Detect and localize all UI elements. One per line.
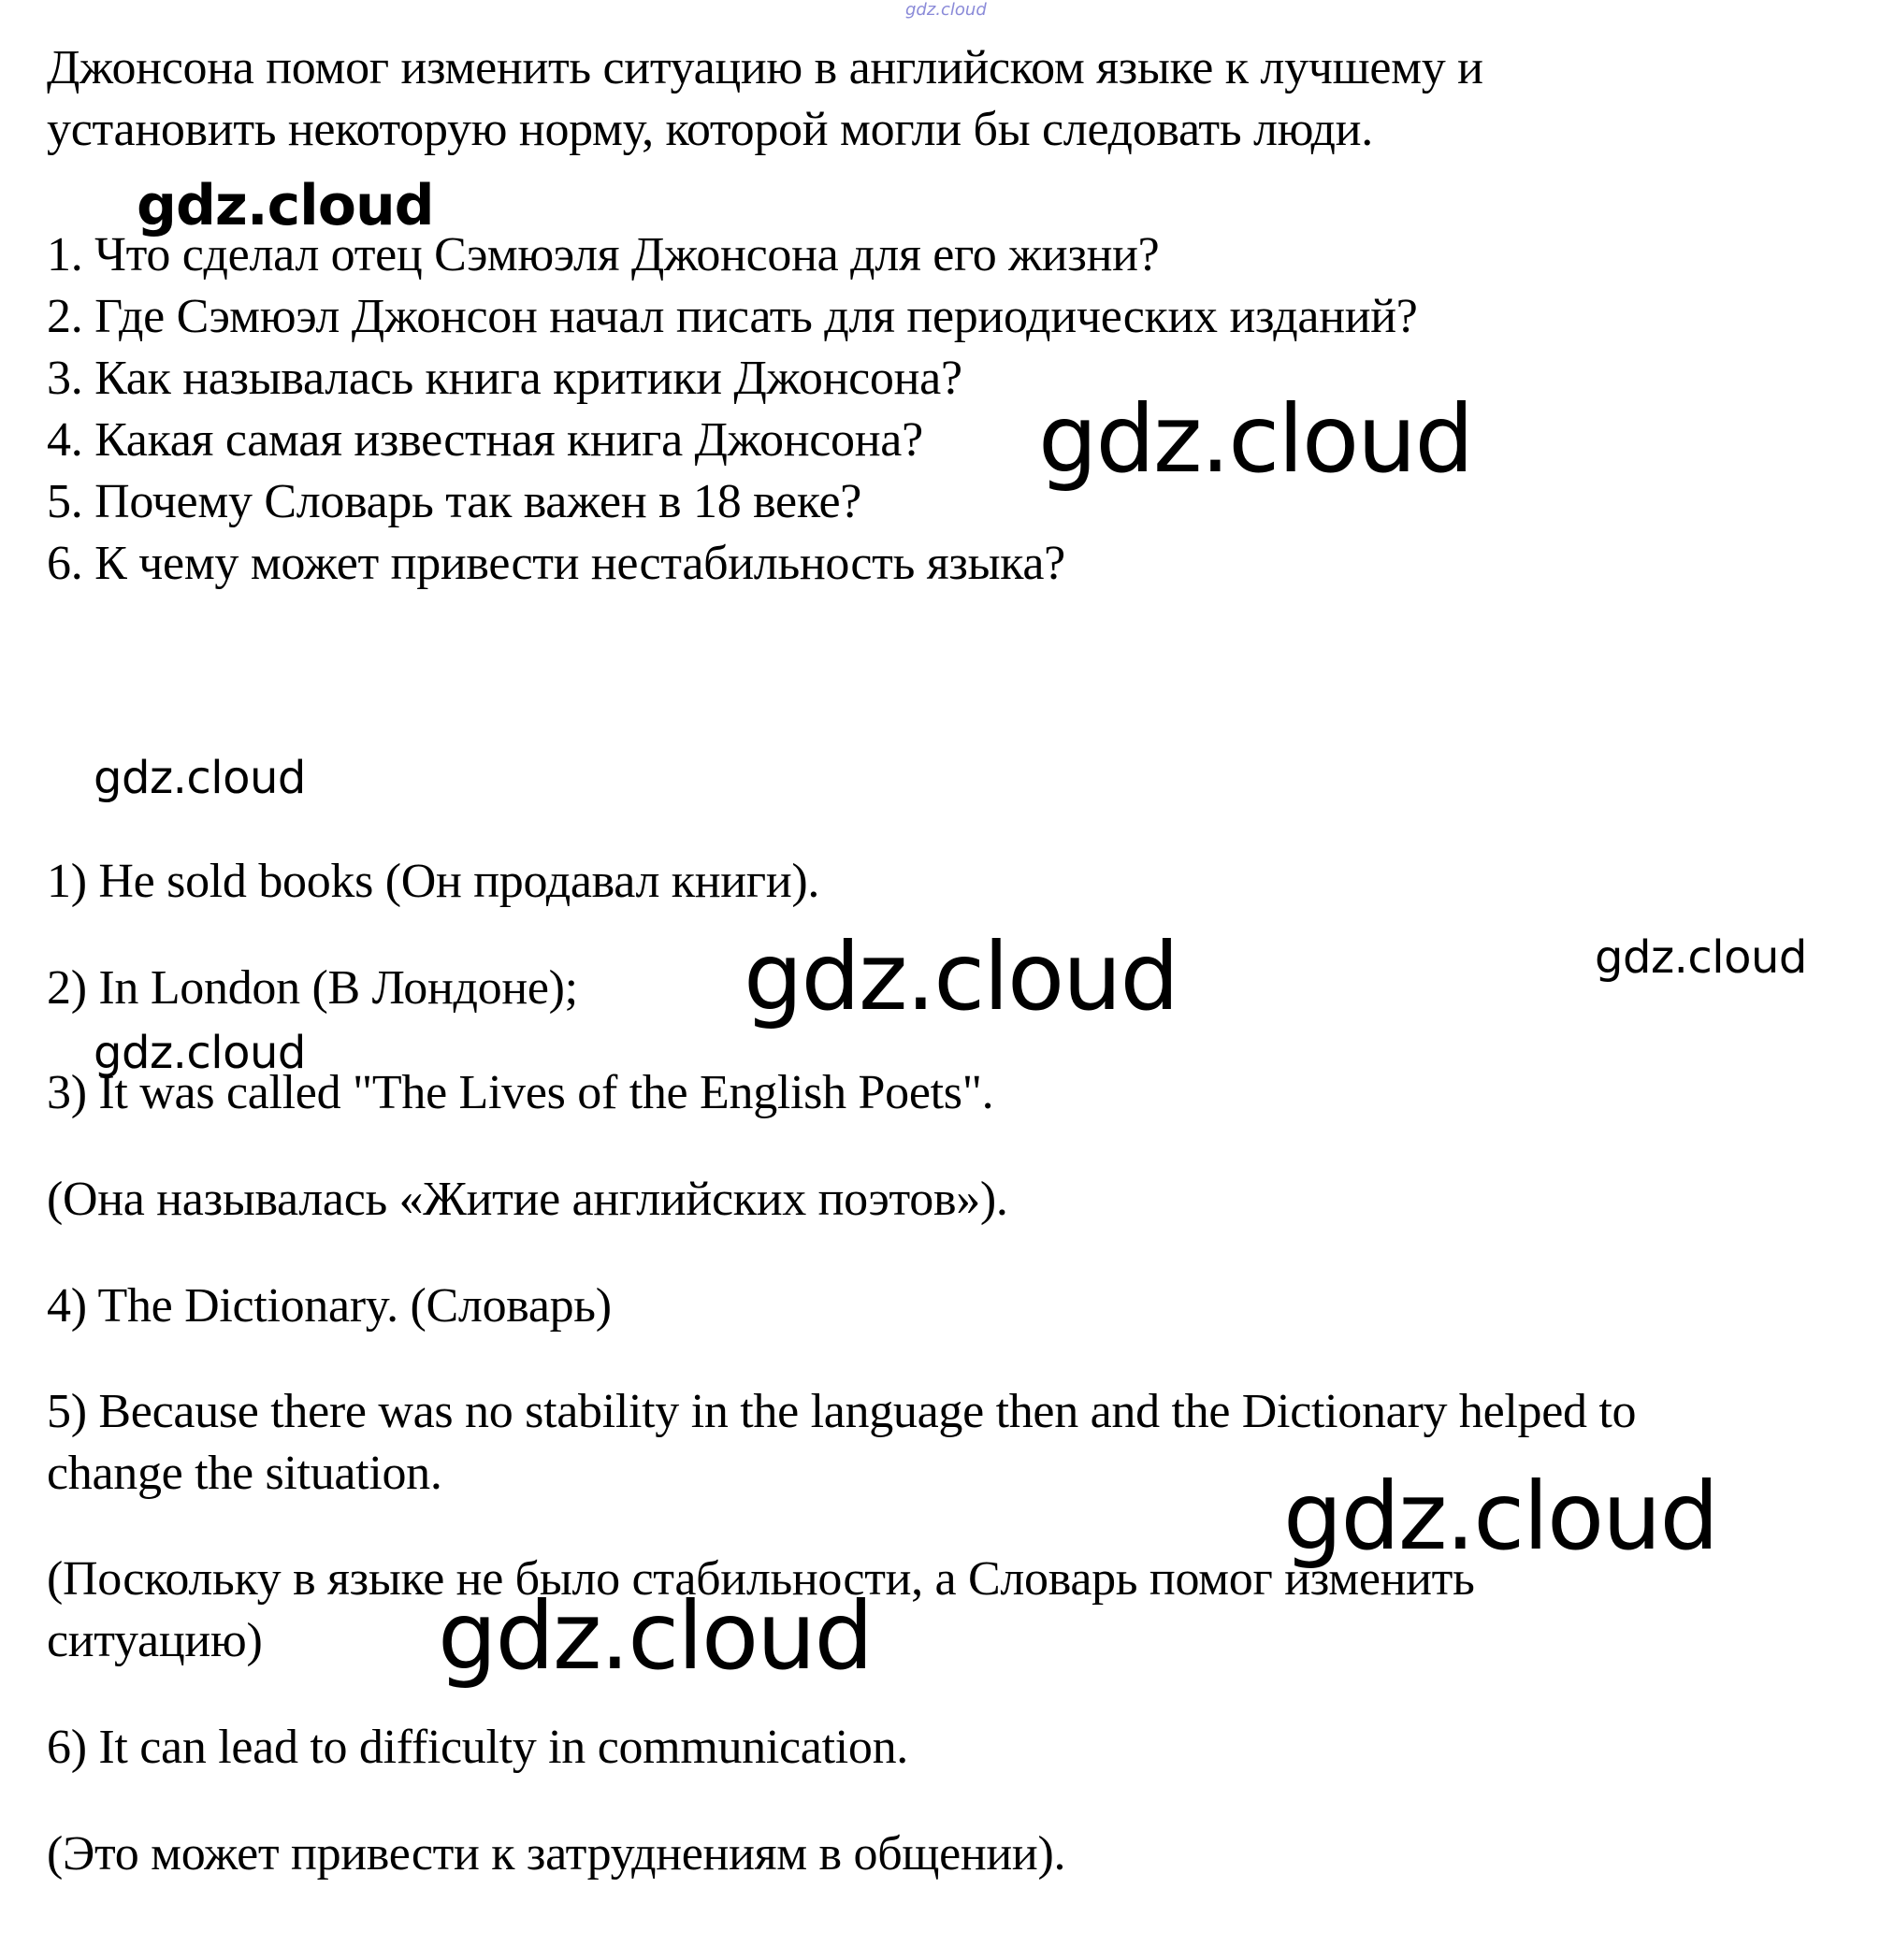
question-1: 1. Что сделал отец Сэмюэля Джонсона для его жизни? <box>47 228 1160 281</box>
watermark: gdz.cloud <box>94 752 306 804</box>
watermark: gdz.cloud <box>1283 1462 1718 1571</box>
question-6: 6. К чему может привести нестабильность языка? <box>47 537 1065 590</box>
question-3: 3. Как называлась книга критики Джонсона? <box>47 352 962 405</box>
watermark: gdz.cloud <box>744 922 1178 1031</box>
answer-1: 1) He sold books (Он продавал книги). <box>47 855 820 908</box>
question-2: 2. Где Сэмюэл Джонсон начал писать для периодических изданий? <box>47 290 1418 343</box>
watermark: gdz.cloud <box>1038 384 1473 494</box>
answer-2: 2) In London (В Лондоне); <box>47 961 578 1015</box>
intro-line-2: установить некоторую норму, которой могли бы следовать люди. <box>47 103 1373 156</box>
watermark: gdz.cloud <box>438 1581 873 1691</box>
answer-6: 6) It can lead to difficulty in communication. <box>47 1721 908 1774</box>
question-5: 5. Почему Словарь так важен в 18 веке? <box>47 475 862 528</box>
answer-3: 3) It was called "The Lives of the English Poets". <box>47 1066 994 1119</box>
answer-5-line-2: change the situation. <box>47 1447 442 1500</box>
watermark: gdz.cloud <box>137 173 434 238</box>
answer-5-translation-line-2: ситуацию) <box>47 1614 263 1667</box>
watermark-top: gdz.cloud <box>905 0 987 20</box>
answer-3-translation: (Она называлась «Житие английских поэтов»). <box>47 1173 1008 1226</box>
watermark: gdz.cloud <box>1595 931 1807 984</box>
watermark: gdz.cloud <box>94 1027 306 1079</box>
answer-5-translation-line-1: (Поскольку в языке не было стабильности, а Словарь помог изменить <box>47 1552 1475 1606</box>
answer-6-translation: (Это может привести к затруднениям в общении). <box>47 1827 1066 1881</box>
answer-4: 4) The Dictionary. (Словарь) <box>47 1279 612 1333</box>
question-4: 4. Какая самая известная книга Джонсона? <box>47 413 923 467</box>
intro-line-1: Джонсона помог изменить ситуацию в английском языке к лучшему и <box>47 41 1483 94</box>
answer-5-line-1: 5) Because there was no stability in the language then and the Dictionary helped to <box>47 1385 1637 1438</box>
